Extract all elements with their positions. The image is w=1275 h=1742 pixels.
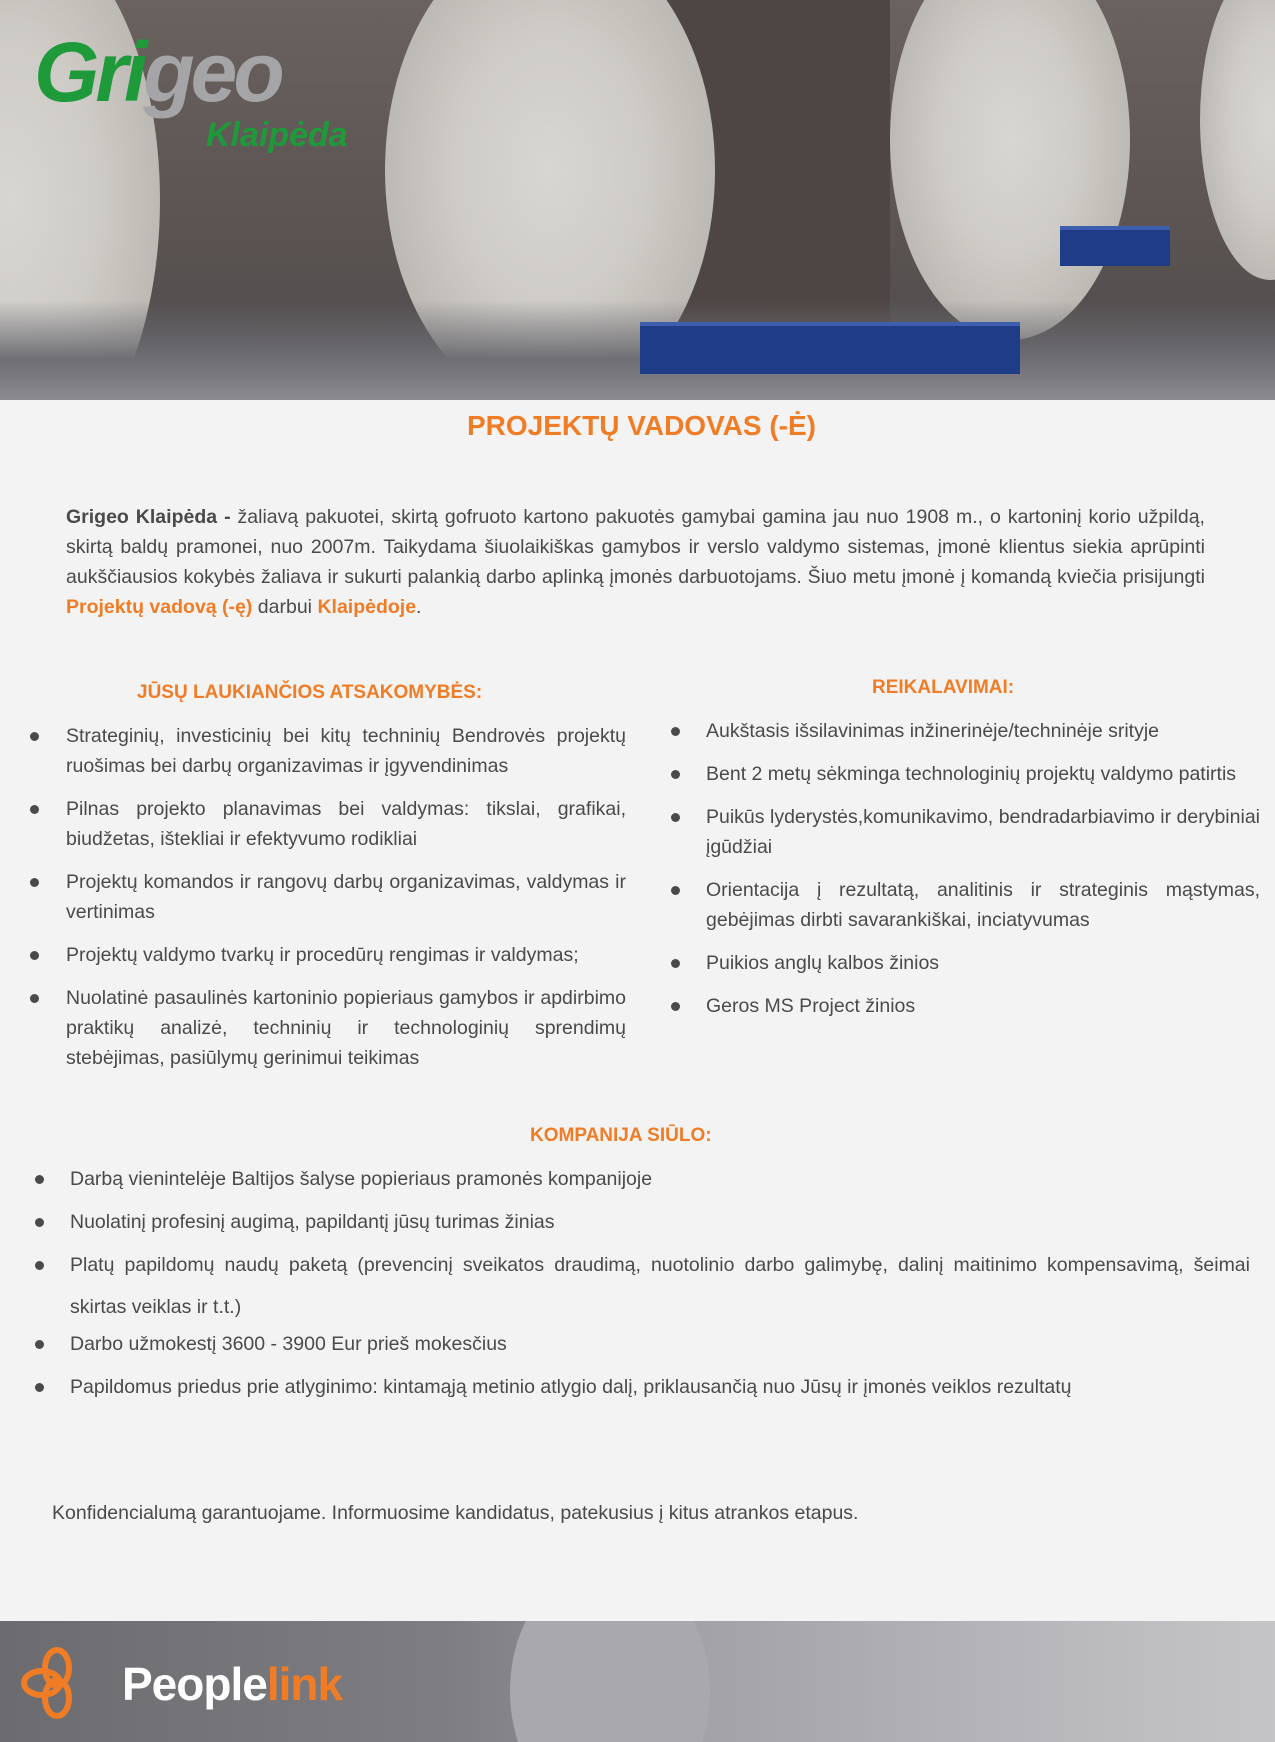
responsibilities-heading: JŪSŲ LAUKIANČIOS ATSAKOMYBĖS: <box>137 682 483 703</box>
list-item: Bent 2 metų sėkminga technologinių projektų valdymo patirtis <box>706 759 1260 789</box>
list-item: Platų papildomų naudų paketą (prevencinį sveikatos draudimą, nuotolinio darbo galimybę, dalinį maitinimo kompensavimą, šeimai skirtas veiklas ir t.t.) <box>70 1244 1250 1328</box>
floor-shade <box>0 300 1275 400</box>
grigeo-klaipeda-logo <box>34 25 348 160</box>
intro-company: Grigeo Klaipėda <box>66 506 218 528</box>
peoplelink-wordmark: Peoplelink <box>122 1658 343 1710</box>
hero-photo-paper-rolls <box>0 0 1275 400</box>
list-item: Nuolatinė pasaulinės kartoninio popieriaus gamybos ir apdirbimo praktikų analizė, techninių ir technologinių sprendimų stebėjimas, pasiūlymų gerinimui teikimas <box>66 983 626 1073</box>
intro-role: Projektų vadovą (-ę) <box>66 596 253 618</box>
intro-dash: - <box>217 506 238 528</box>
list-item: Nuolatinį profesinį augimą, papildantį jūsų turimas žinias <box>70 1207 1250 1237</box>
confidentiality-note: Konfidencialumą garantuojame. Informuosime kandidatus, patekusius į kitus atrankos etapus. <box>52 1502 859 1524</box>
list-item: Aukštasis išsilavinimas inžinerinėje/techninėje srityje <box>706 716 1260 746</box>
list-item: Puikios anglų kalbos žinios <box>706 948 1260 978</box>
list-item: Pilnas projekto planavimas bei valdymas: tikslai, grafikai, biudžetas, ištekliai ir efektyvumo rodikliai <box>66 794 626 854</box>
logo-wordmark: Grigeo <box>34 25 281 119</box>
offer-heading: KOMPANIJA SIŪLO: <box>530 1125 712 1146</box>
job-title: PROJEKTŲ VADOVAS (-Ė) <box>467 410 816 441</box>
responsibilities-list <box>66 721 626 1086</box>
list-item: Papildomus priedus prie atlyginimo: kintamąją metinio atlygio dalį, priklausančią nuo Jūsų ir įmonės veiklos rezultatų <box>70 1372 1250 1402</box>
intro-text-1: žaliavą pakuotei, skirtą gofruoto kartono pakuotės gamybai gamina jau nuo 1908 m., o kartoninį korio užpildą, skirtą baldų pramonei, nuo 2007m. Taikydama šiuolaikiškas gamybos ir verslo valdymo sistemas, įmonė klientus siekia aprūpinti aukščiausios kokybės žaliava ir sukurti palankią darbo aplinką įmonės darbuotojams. Šiuo metu įmonė į komandą kviečia prisijungti <box>66 506 1205 588</box>
intro-text-2: darbui <box>252 596 318 618</box>
paper-roll-right <box>890 0 1130 340</box>
list-item: Geros MS Project žinios <box>706 991 1260 1021</box>
footer-banner <box>0 1621 1275 1742</box>
blue-roller-base-far <box>1060 226 1170 266</box>
offer-list <box>70 1164 1250 1415</box>
list-item: Orientacija į rezultatą, analitinis ir strateginis mąstymas, gebėjimas dirbti savarankiškai, inciatyvumas <box>706 875 1260 935</box>
requirements-list <box>706 716 1260 1034</box>
footer-swoosh-curve <box>510 1621 710 1742</box>
peoplelink-knot-icon <box>20 1646 94 1720</box>
list-item: Projektų valdymo tvarkų ir procedūrų rengimas ir valdymas; <box>66 940 626 970</box>
intro-city: Klaipėdoje <box>317 596 417 618</box>
intro-end: . <box>416 596 422 618</box>
list-item: Darbo užmokestį 3600 - 3900 Eur prieš mokesčius <box>70 1329 1250 1359</box>
list-item: Darbą vienintelėje Baltijos šalyse popieriaus pramonės kompanijoje <box>70 1164 1250 1194</box>
list-item: Strateginių, investicinių bei kitų techninių Bendrovės projektų ruošimas bei darbų organizavimas ir įgyvendinimas <box>66 721 626 781</box>
list-item: Projektų komandos ir rangovų darbų organizavimas, valdymas ir vertinimas <box>66 867 626 927</box>
requirements-heading: REIKALAVIMAI: <box>872 677 1015 698</box>
paper-roll-far-right <box>1200 0 1275 280</box>
logo-city: Klaipėda <box>206 116 348 154</box>
intro-paragraph <box>66 502 1205 622</box>
blue-roller-base <box>640 322 1020 374</box>
list-item: Puikūs lyderystės,komunikavimo, bendradarbiavimo ir derybiniai įgūdžiai <box>706 802 1260 862</box>
